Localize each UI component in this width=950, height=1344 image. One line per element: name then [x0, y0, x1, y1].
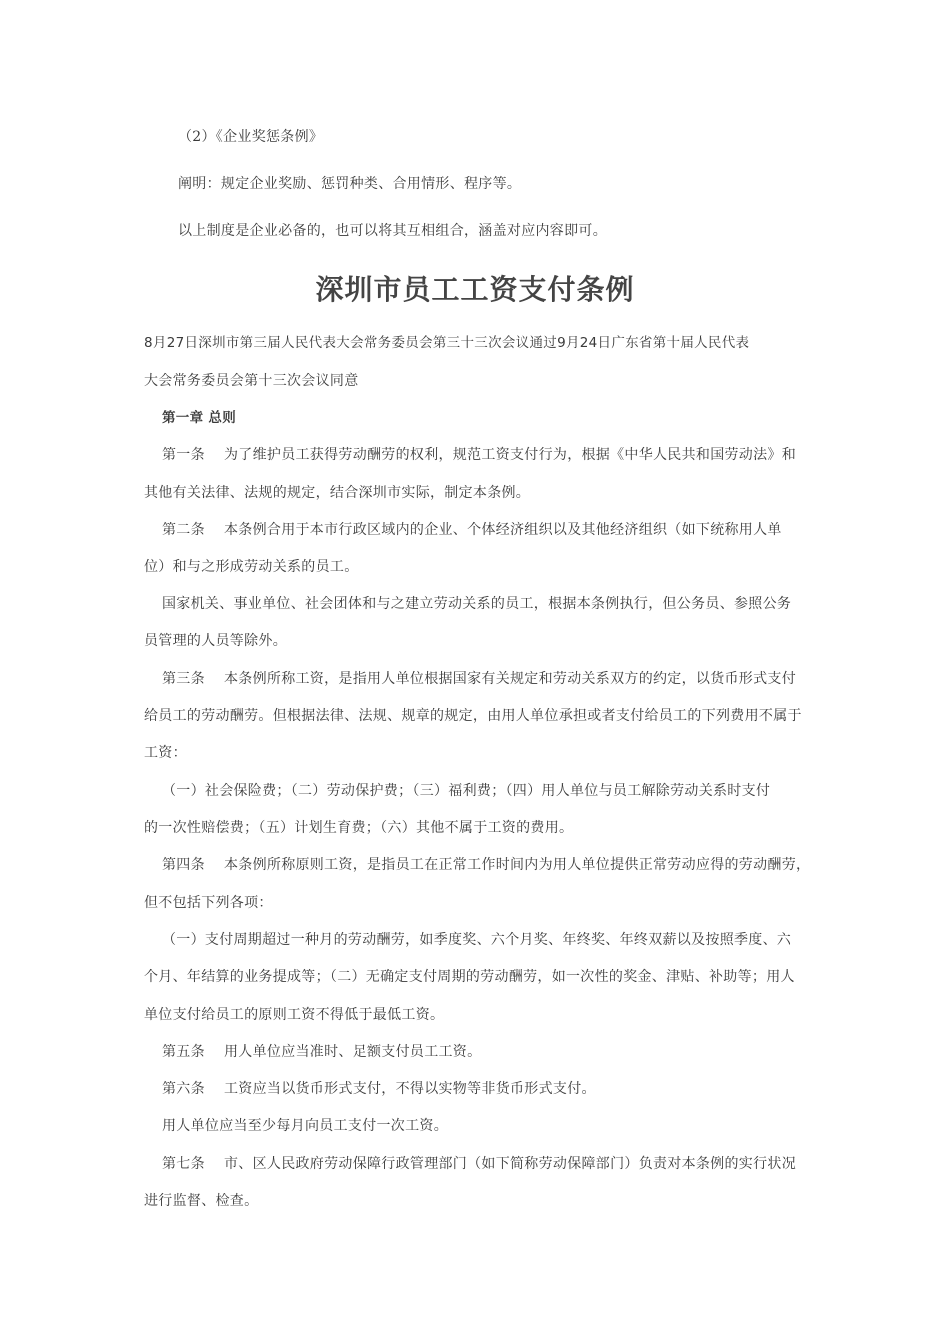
- article-text: 用人单位应当准时、足额支付员工工资。: [224, 1044, 482, 1060]
- article-label: 第四条: [162, 857, 205, 873]
- article-2-line-2: 位）和与之形成劳动关系的员工。: [144, 559, 359, 575]
- article-4-paragraph-2-line-2: 个月、年结算的业务提成等；（二）无确定支付周期的劳动酬劳，如一次性的奖金、津贴、补助等；用人: [144, 969, 795, 985]
- chapter-heading: 第一章 总则: [162, 410, 236, 426]
- article-2-paragraph-2-line-2: 员管理的人员等除外。: [144, 633, 287, 649]
- article-3-paragraph-2-line-2: 的一次性赔偿费；（五）计划生育费；（六）其他不属于工资的费用。: [144, 820, 574, 836]
- document-subtitle-line-1: 8月27日深圳市第三届人民代表大会常务委员会第三十三次会议通过9月24日广东省第十届人民代表: [144, 335, 750, 351]
- article-3-line-2: 给员工的劳动酬劳。但根据法律、法规、规章的规定，由用人单位承担或者支付给员工的下列费用不属于: [144, 708, 802, 724]
- article-4-paragraph-2: （一）支付周期超过一种月的劳动酬劳，如季度奖、六个月奖、年终奖、年终双薪以及按照季度、六: [162, 932, 792, 948]
- article-label: 第七条: [162, 1156, 205, 1172]
- article-text: 市、区人民政府劳动保障行政管理部门（如下简称劳动保障部门）负责对本条例的实行状况: [224, 1156, 796, 1172]
- document-title: 深圳市员工工资支付条例: [315, 273, 635, 306]
- article-7-line-2: 进行监督、检查。: [144, 1193, 259, 1209]
- article-3: [162, 670, 796, 688]
- article-label: 第二条: [162, 522, 205, 538]
- article-6: [162, 1080, 596, 1098]
- article-label: 第三条: [162, 671, 205, 687]
- intro-item-2-description: 阐明：规定企业奖励、惩罚种类、合用情形、程序等。: [178, 176, 522, 192]
- article-text: 本条例合用于本市行政区域内的企业、个体经济组织以及其他经济组织（如下统称用人单: [224, 522, 782, 538]
- article-4: [162, 856, 810, 874]
- article-2: [162, 521, 782, 539]
- article-1: [162, 446, 796, 464]
- article-3-paragraph-2: （一）社会保险费；（二）劳动保护费；（三）福利费；（四）用人单位与员工解除劳动关系时支付: [162, 783, 771, 799]
- article-text: 为了维护员工获得劳动酬劳的权利，规范工资支付行为，根据《中华人民共和国劳动法》和: [224, 447, 796, 463]
- article-7: [162, 1155, 796, 1173]
- article-label: 第一条: [162, 447, 205, 463]
- article-2-paragraph-2: 国家机关、事业单位、社会团体和与之建立劳动关系的员工，根据本条例执行，但公务员、参照公务: [162, 596, 792, 612]
- article-4-paragraph-2-line-3: 单位支付给员工的原则工资不得低于最低工资。: [144, 1007, 445, 1023]
- article-3-line-3: 工资：: [144, 745, 187, 761]
- article-text: 工资应当以货币形式支付，不得以实物等非货币形式支付。: [224, 1081, 596, 1097]
- article-label: 第六条: [162, 1081, 205, 1097]
- document-subtitle-line-2: 大会常务委员会第十三次会议同意: [144, 373, 359, 389]
- article-text: 本条例所称工资，是指用人单位根据国家有关规定和劳动关系双方的约定，以货币形式支付: [224, 671, 796, 687]
- article-5: [162, 1043, 481, 1061]
- article-6-paragraph-2: 用人单位应当至少每月向员工支付一次工资。: [162, 1118, 448, 1134]
- article-text: 本条例所称原则工资，是指员工在正常工作时间内为用人单位提供正常劳动应得的劳动酬劳，: [224, 857, 811, 873]
- intro-summary: 以上制度是企业必备的，也可以将其互相组合，涵盖对应内容即可。: [178, 223, 607, 239]
- article-label: 第五条: [162, 1044, 205, 1060]
- article-1-line-2: 其他有关法律、法规的规定，结合深圳市实际，制定本条例。: [144, 485, 531, 501]
- article-4-line-2: 但不包括下列各项：: [144, 895, 273, 911]
- intro-item-2: （2）《企业奖惩条例》: [178, 129, 324, 145]
